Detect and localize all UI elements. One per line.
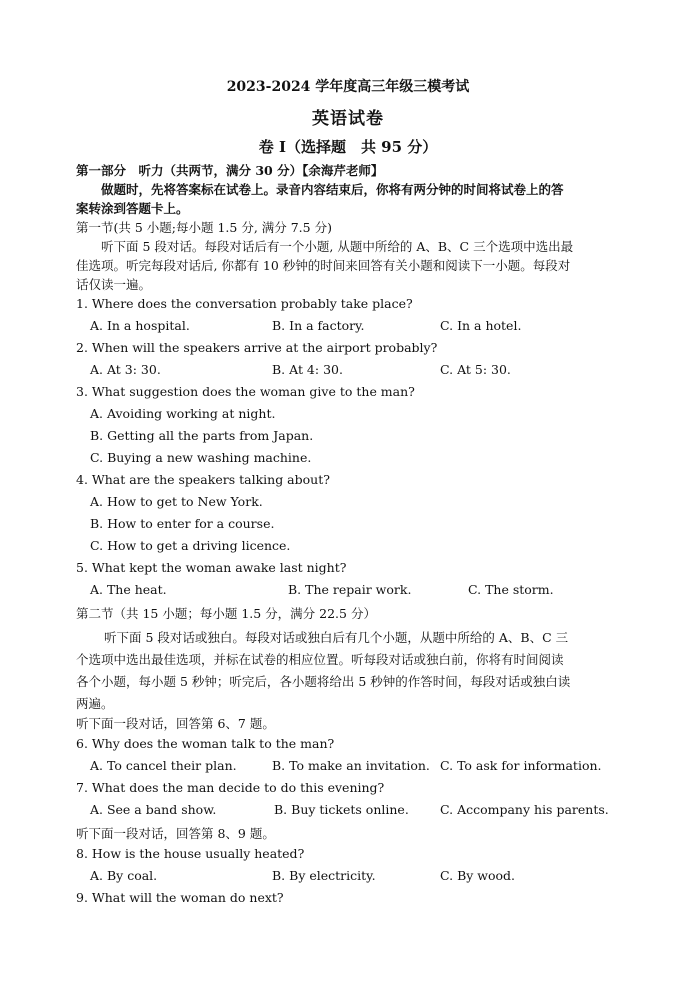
listen-8-9: 听下面一段对话，回答第 8、9 题。 [76,826,275,841]
q7-option-b: B. Buy tickets online. [274,802,409,817]
q2-option-c: C. At 5: 30. [440,362,511,377]
question-4: 4. What are the speakers talking about? [76,472,330,487]
q4-option-a: A. How to get to New York. [90,494,263,509]
question-8: 8. How is the house usually heated? [76,846,305,861]
section2-heading: 第二节（共 15 小题；每小题 1.5 分，满分 22.5 分） [76,606,376,621]
question-7: 7. What does the man decide to do this evening? [76,780,385,795]
q3-option-a: A. Avoiding working at night. [90,406,276,421]
section1-instr-line2: 佳选项。听完每段对话后, 你都有 10 秒钟的时间来回答有关小题和阅读下一小题。每段对 [76,258,571,273]
q5-option-b: B. The repair work. [288,582,412,597]
q4-option-b: B. How to enter for a course. [90,516,275,531]
question-5: 5. What kept the woman awake last night? [76,560,347,575]
section1-heading: 第一节(共 5 小题;每小题 1.5 分, 满分 7.5 分) [76,220,332,235]
q3-option-b: B. Getting all the parts from Japan. [90,428,314,443]
question-2: 2. When will the speakers arrive at the airport probably? [76,340,438,355]
volume-title: 卷 I（选择题 共 95 分） [258,138,438,156]
q6-option-b: B. To make an invitation. [272,758,430,773]
q5-option-c: C. The storm. [468,582,554,597]
question-9: 9. What will the woman do next? [76,890,284,905]
q8-option-a: A. By coal. [90,868,158,883]
q2-option-b: B. At 4: 30. [272,362,343,377]
q5-option-a: A. The heat. [90,582,167,597]
section2-instr-line1: 听下面 5 段对话或独白。每段对话或独白后有几个小题，从题中所给的 A、B、C 三 [104,630,569,645]
q6-option-c: C. To ask for information. [440,758,602,773]
q1-option-a: A. In a hospital. [90,318,190,333]
section2-instr-line3: 各个小题，每小题 5 秒钟；听完后，各小题将给出 5 秒钟的作答时间，每段对话或独白读 [76,674,571,689]
question-1: 1. Where does the conversation probably take place? [76,296,413,311]
part1-heading: 第一部分 听力（共两节，满分 30 分）【余海芹老师】 [76,163,384,178]
exam-title: 2023-2024 学年度高三年级三模考试 [226,79,470,95]
q7-option-c: C. Accompany his parents. [440,802,609,817]
q8-option-b: B. By electricity. [272,868,376,883]
q1-option-c: C. In a hotel. [440,318,522,333]
q7-option-a: A. See a band show. [90,802,217,817]
part1-note-line1: 做题时，先将答案标在试卷上。录音内容结束后，你将有两分钟的时间将试卷上的答 [101,182,564,197]
section2-instr-line2: 个选项中选出最佳选项，并标在试卷的相应位置。听每段对话或独白前，你将有时间阅读 [76,652,564,667]
q6-option-a: A. To cancel their plan. [90,758,237,773]
section1-instr-line1: 听下面 5 段对话。每段对话后有一个小题, 从题中所给的 A、B、C 三个选项中选出最 [101,239,574,254]
q1-option-b: B. In a factory. [272,318,365,333]
q4-option-c: C. How to get a driving licence. [90,538,291,553]
section1-instr-line3: 话仅读一遍。 [76,277,152,292]
question-3: 3. What suggestion does the woman give to the man? [76,384,415,399]
q8-option-c: C. By wood. [440,868,516,883]
listen-6-7: 听下面一段对话，回答第 6、7 题。 [76,716,275,731]
q3-option-c: C. Buying a new washing machine. [90,450,312,465]
part1-note-line2: 案转涂到答题卡上。 [76,201,189,216]
section2-instr-line4: 两遍。 [76,696,114,711]
subject-title: 英语试卷 [312,109,384,129]
q2-option-a: A. At 3: 30. [90,362,161,377]
question-6: 6. Why does the woman talk to the man? [76,736,335,751]
